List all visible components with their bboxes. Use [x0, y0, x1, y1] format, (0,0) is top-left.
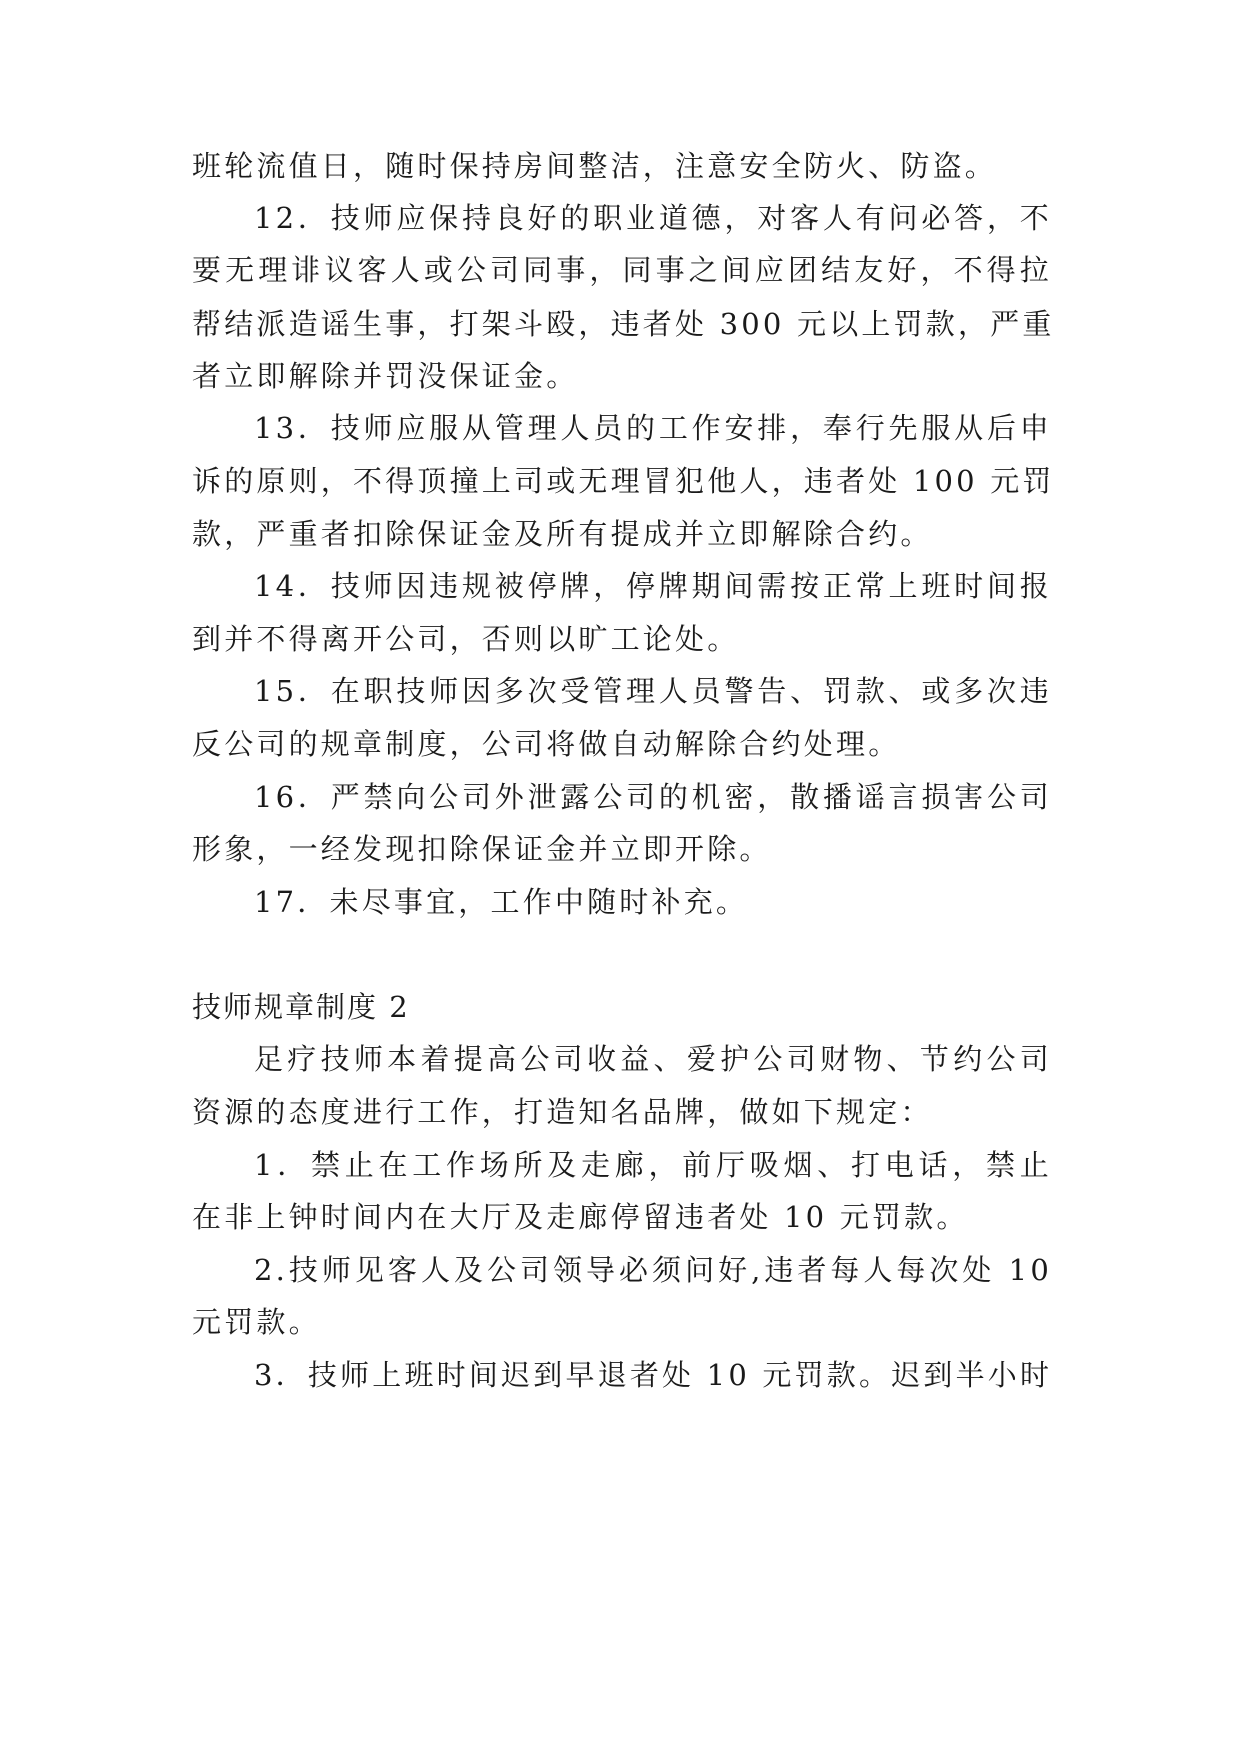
text-line: 元罚款。 — [192, 1305, 321, 1339]
text-line: 者立即解除并罚没保证金。 — [192, 359, 579, 393]
text-line: 12．技师应保持良好的职业道德，对客人有问必答，不 — [254, 201, 1052, 235]
text-line: 款，严重者扣除保证金及所有提成并立即解除合约。 — [192, 517, 933, 551]
text-line: 反公司的规章制度，公司将做自动解除合约处理。 — [192, 727, 901, 761]
text-line: 3．技师上班时间迟到早退者处 10 元罚款。迟到半小时 — [254, 1358, 1053, 1392]
text-line: 到并不得离开公司，否则以旷工论处。 — [192, 622, 740, 656]
text-line: 14．技师因违规被停牌，停牌期间需按正常上班时间报 — [254, 569, 1052, 603]
text-line: 诉的原则，不得顶撞上司或无理冒犯他人，违者处 100 元罚 — [192, 464, 1055, 498]
text-line: 15．在职技师因多次受管理人员警告、罚款、或多次违 — [254, 674, 1052, 708]
text-line: 要无理诽议客人或公司同事，同事之间应团结友好，不得拉 — [192, 253, 1052, 287]
text-line: 形象，一经发现扣除保证金并立即开除。 — [192, 832, 772, 866]
text-line: 在非上钟时间内在大厅及走廊停留违者处 10 元罚款。 — [192, 1200, 969, 1234]
text-line: 2.技师见客人及公司领导必须问好,违者每人每次处 10 — [254, 1253, 1052, 1287]
text-line: 资源的态度进行工作，打造知名品牌，做如下规定： — [192, 1095, 933, 1129]
text-line: 1．禁止在工作场所及走廊，前厅吸烟、打电话，禁止 — [254, 1148, 1052, 1182]
text-line: 16．严禁向公司外泄露公司的机密，散播谣言损害公司 — [254, 780, 1052, 814]
text-line: 13．技师应服从管理人员的工作安排，奉行先服从后申 — [254, 411, 1052, 445]
section-heading: 技师规章制度 2 — [192, 990, 410, 1024]
text-line: 班轮流值日，随时保持房间整洁，注意安全防火、防盗。 — [192, 149, 998, 183]
text-line: 帮结派造谣生事，打架斗殴，违者处 300 元以上罚款，严重 — [192, 307, 1055, 341]
text-line: 17．未尽事宜，工作中随时补充。 — [254, 885, 749, 919]
text-line: 足疗技师本着提高公司收益、爱护公司财物、节约公司 — [254, 1042, 1052, 1076]
